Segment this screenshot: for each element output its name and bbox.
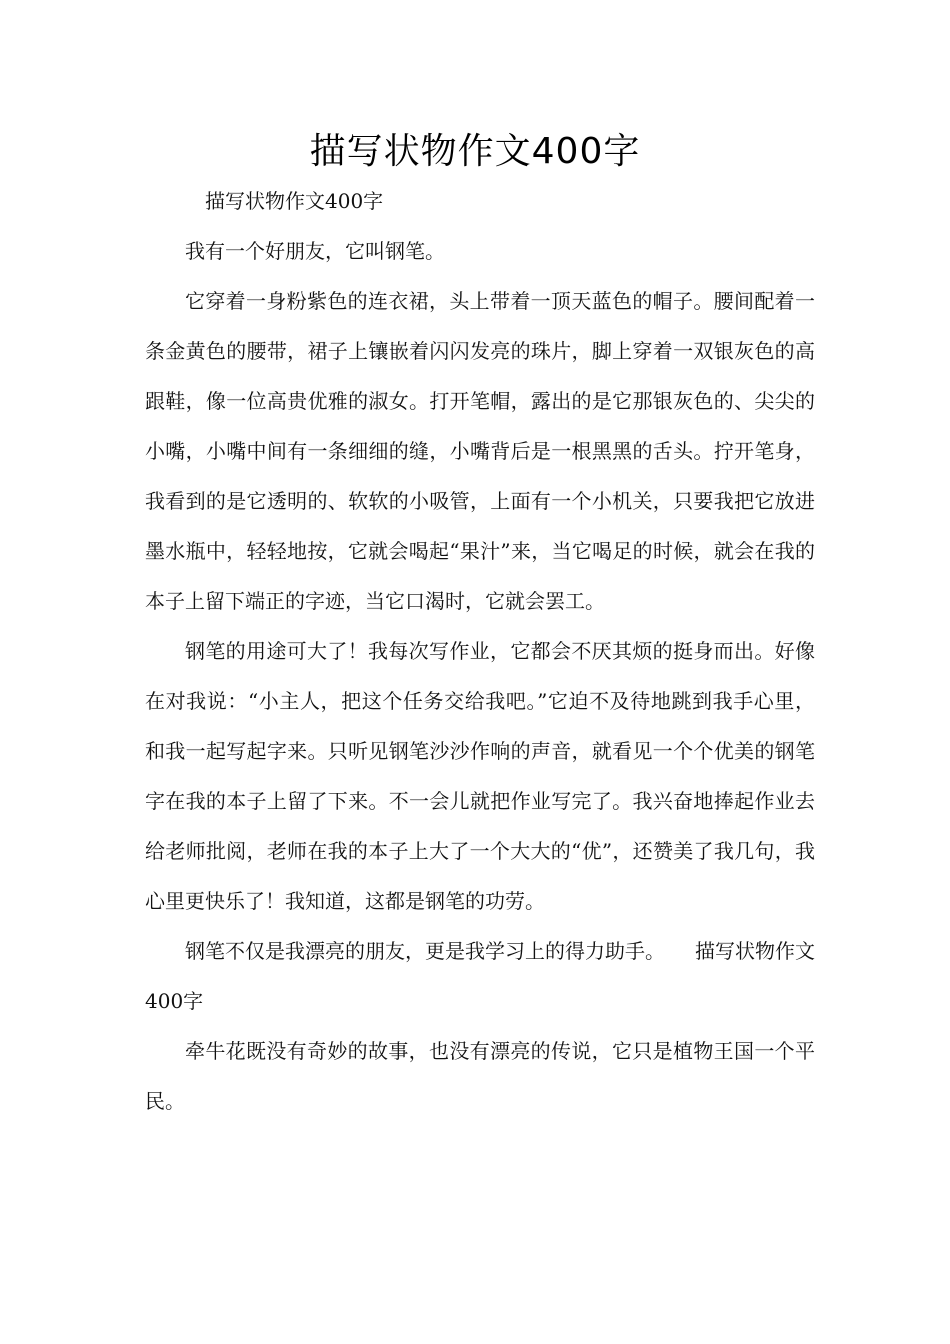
paragraph-1: 我有一个好朋友，它叫钢笔。 xyxy=(185,239,445,263)
document-title: 描写状物作文400字 xyxy=(309,131,641,172)
paragraph-3: 钢笔的用途可大了！我每次写作业，它都会不厌其烦的挺身而出。好像在对我说：“小主人，把这个任务交给我吧。”它迫不及待地跳到我手心里，和我一起写起字来。只听见钢笔沙沙作响的声音，就看见一个个优美的钢笔字在我的本子上留了下来。不一会儿就把作业写完了。我兴奋地捧起作业去给老师批阅，老师在我的本子上大了一个大大的“优”，还赞美了我几句，我心里更快乐了！我知道，这都是钢笔的功劳。 xyxy=(145,639,815,913)
document-body xyxy=(145,176,815,1126)
document-subtitle: 描写状物作文400字 xyxy=(205,189,384,213)
paragraph-2: 它穿着一身粉紫色的连衣裙，头上带着一顶天蓝色的帽子。腰间配着一条金黄色的腰带，裙子上镶嵌着闪闪发亮的珠片，脚上穿着一双银灰色的高跟鞋，像一位高贵优雅的淑女。打开笔帽，露出的是它那银灰色的、尖尖的小嘴，小嘴中间有一条细细的缝，小嘴背后是一根黑黑的舌头。拧开笔身，我看到的是它透明的、软软的小吸管，上面有一个小机关，只要我把它放进墨水瓶中，轻轻地按，它就会喝起“果汁”来，当它喝足的时候，就会在我的本子上留下端正的字迹，当它口渴时，它就会罢工。 xyxy=(145,289,815,613)
paragraph-4: 钢笔不仅是我漂亮的朋友，更是我学习上的得力助手。 描写状物作文400字 xyxy=(145,939,815,1013)
paragraph-5: 牵牛花既没有奇妙的故事，也没有漂亮的传说，它只是植物王国一个平民。 xyxy=(145,1039,815,1113)
